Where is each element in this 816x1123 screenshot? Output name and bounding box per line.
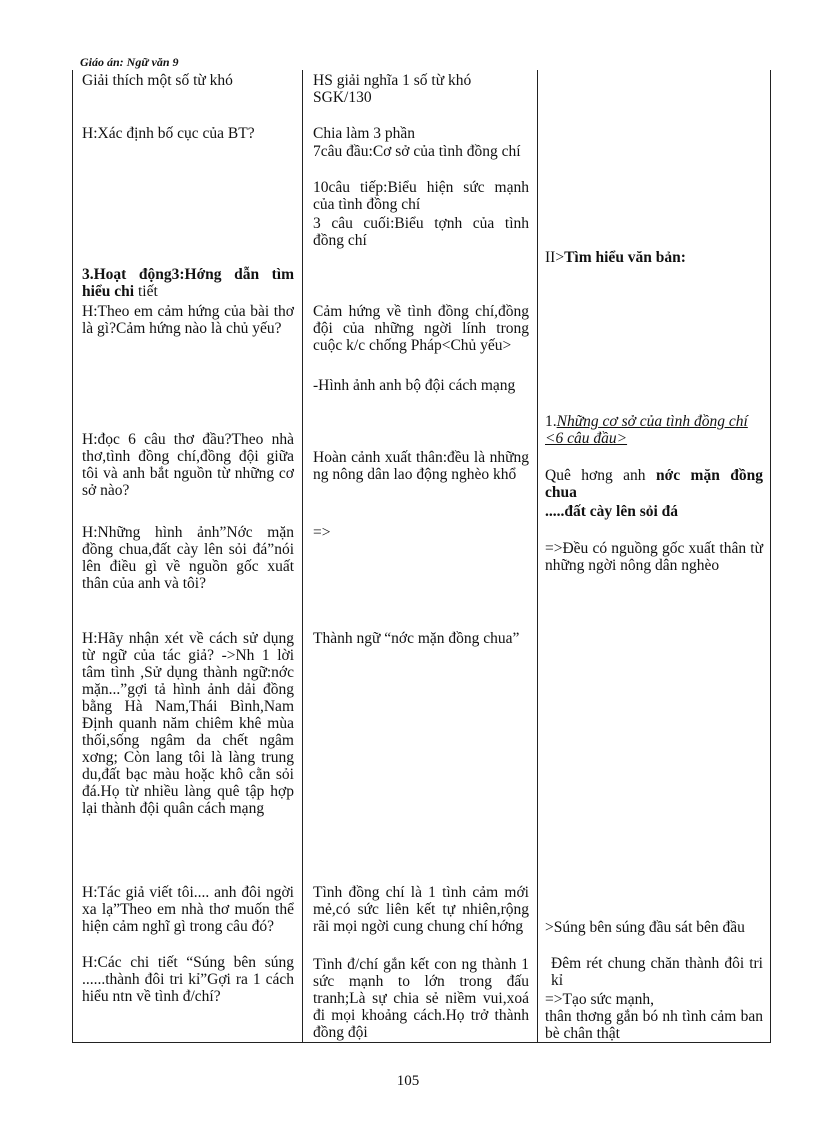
content-bold: nớc mặn đồng chua <box>545 467 763 501</box>
content-text: =>Tạo sức mạnh, <box>545 991 654 1008</box>
student-activity: Tình đ/chí gắn kết con ng thành 1 sức mạnh to lớn trong đấu tranh;Là sự chia sẻ niềm vui,xoá đi mọi khoảng cách.Họ trở thành đồng đội <box>313 956 529 1041</box>
subsection-title: Những cơ sở của tình đồng chí <6 câu đầu> <box>545 413 748 447</box>
content-plain: Quê hơng anh <box>545 467 656 484</box>
section-title: Tìm hiểu văn bản: <box>564 249 686 266</box>
document-header: Giáo án: Ngữ văn 9 <box>80 55 179 69</box>
activity-heading-rest: tiết <box>134 283 158 300</box>
content-text: >Súng bên súng đầu sát bên đầu <box>545 919 745 936</box>
student-activity: 7câu đầu:Cơ sở của tình đồng chí <box>313 143 521 160</box>
student-activity: => <box>313 524 331 541</box>
student-activity: Hoàn cảnh xuất thân:đều là những ng nông dân lao động nghèo khổ <box>313 449 529 483</box>
student-activity: Chia làm 3 phần <box>313 125 416 142</box>
activity-heading <box>82 266 294 300</box>
student-activity: 3 câu cuối:Biểu tợnh của tình đồng chí <box>313 215 529 249</box>
content-text: Đêm rét chung chăn thành đôi tri kỉ <box>551 955 763 989</box>
teacher-activity: H:Các chi tiết “Súng bên súng ......thành đôi tri kỉ”Gợi ra 1 cách hiểu ntn về tình đ/chí? <box>82 954 294 1005</box>
teacher-activity: H:Hãy nhận xét về cách sử dụng từ ngữ của tác giả? ->Nh 1 lời tâm tình ,Sử dụng thành ngữ:nớc mặn...”gợi tả hình ảnh dải đồng bằng Hà Nam,Thái Bình,Nam Định quanh năm chiêm khê mùa thối,sống ngâm da chết ngâm xơng; Còn lang tôi là làng trung du,đất bạc màu hoặc khô cằn sỏi đá.Họ từ nhiều làng quê tập hợp lại thành đội quân cách mạng <box>82 630 294 817</box>
teacher-activity: H:đọc 6 câu thơ đầu?Theo nhà thơ,tình đồng chí,đồng đội giữa tôi và anh bắt nguồn từ những cơ sở nào? <box>82 431 294 499</box>
student-activity: 10câu tiếp:Biểu hiện sức mạnh của tình đồng chí <box>313 179 529 213</box>
subsection-number: 1. <box>545 413 557 430</box>
teacher-activity: H:Xác định bố cục của BT? <box>82 125 255 142</box>
content-text <box>545 467 763 501</box>
student-activity: Tình đồng chí là 1 tình cảm mới mẻ,có sức liên kết tự nhiên,rộng rãi mọi ngời cung chung chí hớng <box>313 884 529 935</box>
column-divider-1 <box>302 70 303 1042</box>
teacher-activity: H:Tác giả viết tôi.... anh đôi ngời xa lạ”Theo em nhà thơ muốn thể hiện cảm nghĩ gì trong câu đó? <box>82 884 294 935</box>
teacher-activity: H:Những hình ảnh”Nớc mặn đồng chua,đất cày lên sỏi đá”nói lên điều gì về nguồn gốc xuất thân của anh và tôi? <box>82 524 294 592</box>
student-activity: Thành ngữ “nớc mặn đồng chua” <box>313 630 520 647</box>
student-activity: -Hình ảnh anh bộ đội cách mạng <box>313 377 516 394</box>
teacher-activity: H:Theo em cảm hứng của bài thơ là gì?Cảm hứng nào là chủ yếu? <box>82 303 294 337</box>
student-activity: Cảm hứng về tình đồng chí,đồng đội của những ngời lính trong cuộc k/c chống Pháp<Chủ yếu> <box>313 303 529 354</box>
subsection-heading <box>545 413 763 447</box>
content-text: =>Đều có nguồng gốc xuất thân từ những ngời nông dân nghèo <box>545 540 763 574</box>
activity-heading-bold: 3.Hoạt động3:Hớng dẫn tìm hiểu chi <box>82 266 294 300</box>
teacher-activity: Giải thích một số từ khó <box>82 72 233 89</box>
student-activity: HS giải nghĩa 1 số từ khó SGK/130 <box>313 72 472 106</box>
content-text: thân thơng gắn bó nh tình cảm ban bè chân thật <box>545 1008 763 1042</box>
content-bold-line: .....đất cày lên sỏi đá <box>545 503 679 520</box>
page-number: 105 <box>396 1073 420 1089</box>
column-divider-2 <box>537 70 538 1042</box>
section-heading <box>545 249 763 266</box>
section-number: II> <box>545 249 565 266</box>
